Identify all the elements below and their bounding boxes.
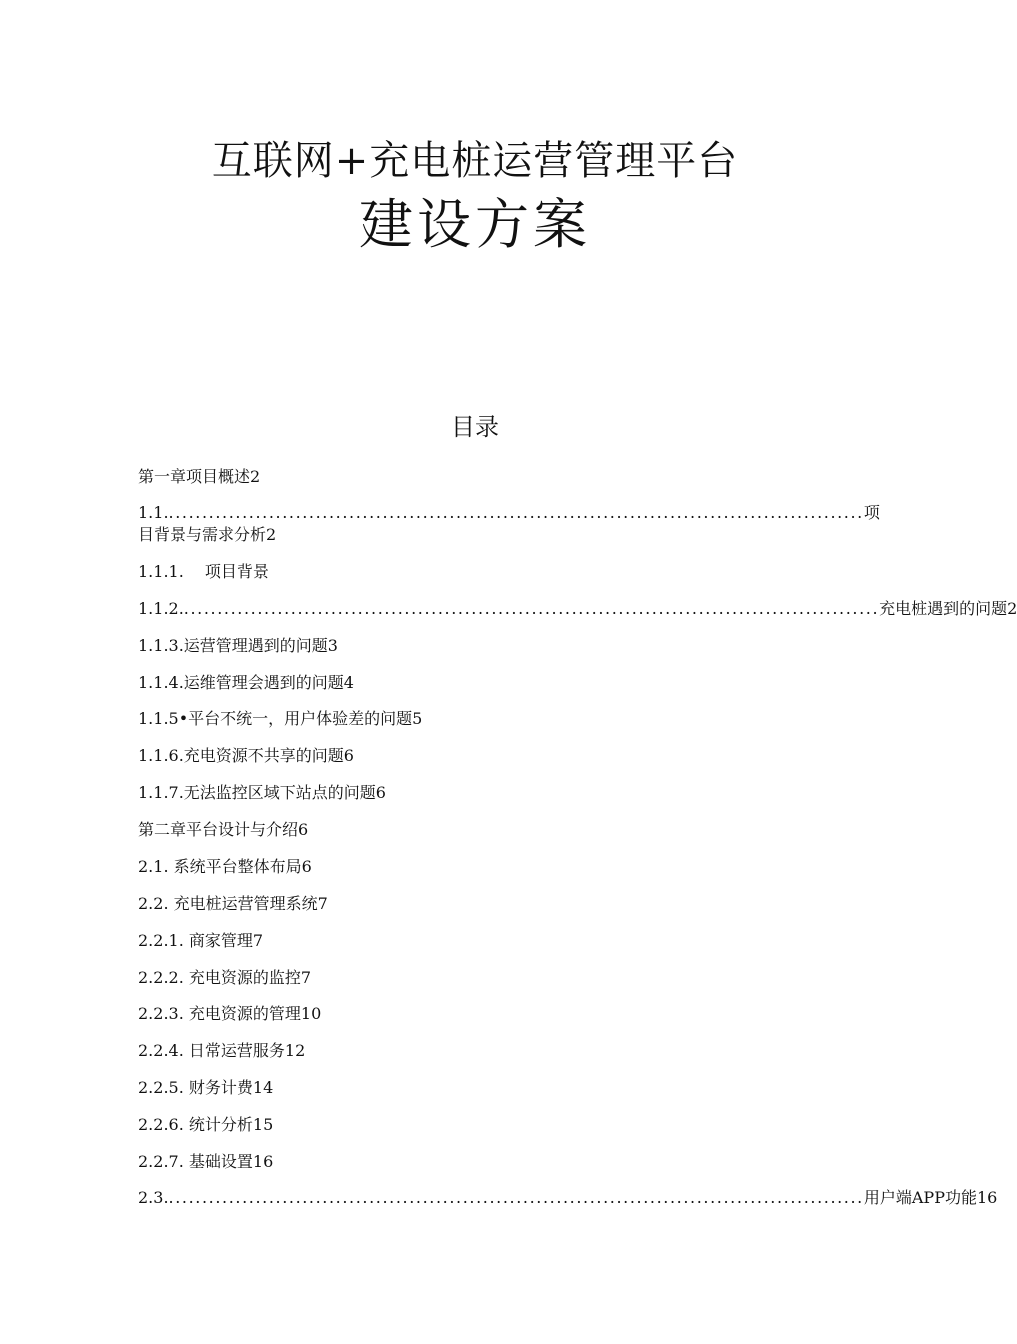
toc-entry-1-1-3[interactable]: 1.1.3.运营管理遇到的问题3 bbox=[138, 636, 338, 655]
toc-entry-2-1[interactable]: 2.1. 系统平台整体布局6 bbox=[138, 857, 312, 876]
toc-entry-2-2-2[interactable]: 2.2.2. 充电资源的监控7 bbox=[138, 968, 312, 987]
document-title-line-1: 互联网+充电桩运营管理平台 bbox=[211, 138, 739, 184]
toc-entry-2-2-1[interactable]: 2.2.1. 商家管理7 bbox=[138, 931, 264, 950]
toc-entry-number: 1.1. bbox=[138, 503, 169, 522]
toc-heading: 目录 bbox=[451, 413, 499, 441]
toc-entry-1-1-7[interactable]: 1.1.7.无法监控区域下站点的问题6 bbox=[138, 783, 386, 802]
toc-entry-1-1[interactable] bbox=[138, 502, 880, 546]
toc-entry-1-1-1[interactable]: 1.1.1. 项目背景 bbox=[138, 562, 269, 581]
toc-entry-chapter-1[interactable]: 第一章项目概述2 bbox=[138, 467, 261, 486]
toc-entry-2-2-6[interactable]: 2.2.6. 统计分析15 bbox=[138, 1115, 274, 1134]
toc-leader-dots: ........................................................................................................ bbox=[168, 503, 864, 522]
toc-entry-number: 1.1.2. bbox=[138, 599, 184, 618]
toc-entry-label: 充电桩遇到的问题2 bbox=[879, 599, 1017, 618]
toc-entry-2-2-7[interactable]: 2.2.7. 基础设置16 bbox=[138, 1152, 274, 1171]
toc-entry-2-2-5[interactable]: 2.2.5. 财务计费14 bbox=[138, 1078, 274, 1097]
toc-entry-label: 项 bbox=[863, 503, 880, 522]
toc-entry-2-2-3[interactable]: 2.2.3. 充电资源的管理10 bbox=[138, 1004, 322, 1023]
toc-entry-1-1-6[interactable]: 1.1.6.充电资源不共享的问题6 bbox=[138, 746, 354, 765]
toc-entry-1-1-5[interactable]: 1.1.5•平台不统一，用户体验差的问题5 bbox=[138, 709, 423, 728]
toc-leader-dots: ........................................................................................................ bbox=[168, 1188, 864, 1207]
toc-entry-2-3[interactable] bbox=[138, 1187, 998, 1209]
toc-entry-1-1-2[interactable] bbox=[138, 598, 1017, 620]
toc-entry-number: 2.3. bbox=[138, 1188, 169, 1207]
toc-leader-dots: ........................................................................................................ bbox=[183, 599, 880, 618]
toc-entry-2-2[interactable]: 2.2. 充电桩运营管理系统7 bbox=[138, 894, 328, 913]
toc-entry-1-1-4[interactable]: 1.1.4.运维管理会遇到的问题4 bbox=[138, 673, 354, 692]
document-title-line-2: 建设方案 bbox=[359, 193, 591, 256]
toc-entry-2-2-4[interactable]: 2.2.4. 日常运营服务12 bbox=[138, 1041, 306, 1060]
toc-entry-label-continued: 目背景与需求分析2 bbox=[138, 525, 277, 544]
toc-entry-label: 用户端APP功能16 bbox=[863, 1188, 998, 1207]
toc-entry-chapter-2[interactable]: 第二章平台设计与介绍6 bbox=[138, 820, 309, 839]
